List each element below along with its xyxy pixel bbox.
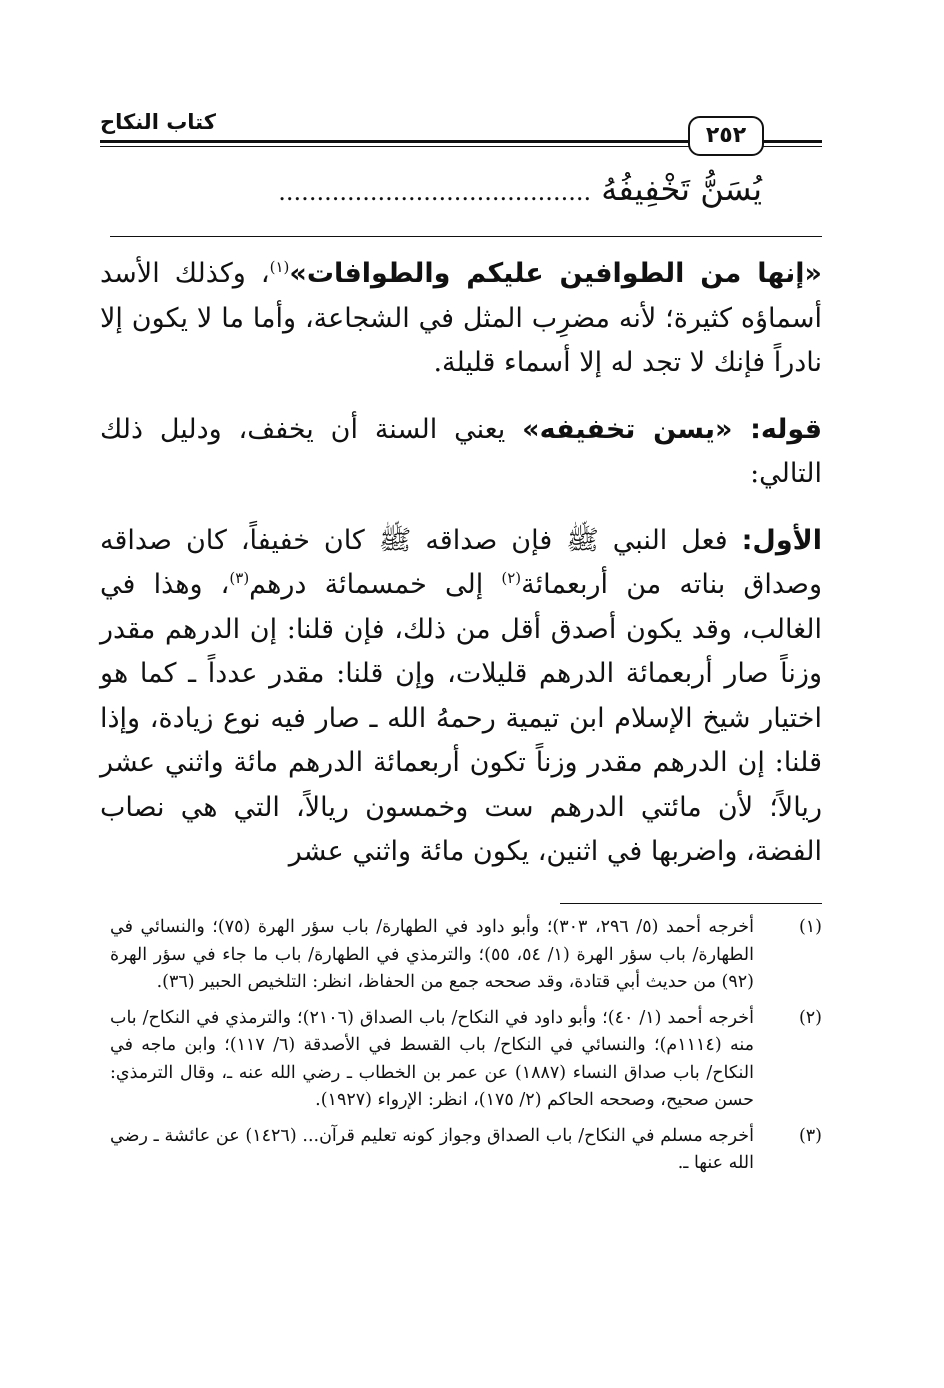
footnote-number: (٣) — [798, 1125, 822, 1146]
paragraph-2 — [100, 408, 822, 497]
footnote-separator — [560, 903, 822, 904]
running-title: كتاب النكاح — [100, 110, 246, 134]
first-evidence-label: الأول: — [741, 524, 822, 556]
footnote-1 — [110, 914, 822, 997]
paragraph-3-text-b: إلى خمسمائة درهم — [249, 569, 502, 600]
footnote-text: أخرجه أحمد (٥/ ٢٩٦، ٣٠٣)؛ وأبو داود في الطهارة/ باب سؤر الهرة (٧٥)؛ والنسائي في الطهارة/ باب سؤر الهرة (١/ ٥٤، ٥٥)؛ والترمذي في الطهارة/ باب ما جاء في سؤر الهرة (٩٢) من حديث أبي قتادة، وقد صححه جمع من الحفاظ، انظر: التلخيص الحبير (٣٦). — [110, 917, 754, 992]
matn-quote: «يسن تخفيفه» — [522, 413, 751, 445]
footnote-3 — [110, 1123, 822, 1178]
page-header — [100, 100, 822, 160]
matn-line — [122, 170, 762, 208]
paragraph-3 — [100, 519, 822, 875]
commentary-body — [100, 252, 822, 897]
footnote-ref-3: (٣) — [229, 569, 250, 587]
paragraph-3-text-c: ، وهذا في الغالب، وقد يكون أصدق أقل من ذلك، فإن قلنا: إن الدرهم مقدر وزناً صار أربعمائة الدرهم قليلات، وإن قلنا: مقدر عدداً ـ كما هو اختيار شيخ الإسلام ابن تيمية رحمهُ الله ـ صار فيه نوع زيادة، وإذا قلنا: إن الدرهم مقدر وزناً تكون أربعمائة الدرهم مائة واثني عشر ريالاً؛ لأن مائتي الدرهم ست وخمسون ريالاً، التي هي نصاب الفضة، واضربها في اثنين، يكون مائة واثني عشر — [100, 569, 822, 867]
paragraph-2-text: يعني السنة أن يخفف، ودليل ذلك التالي: — [100, 413, 822, 489]
paragraph-1 — [100, 252, 822, 386]
hadith-quote: «إنها من الطوافين عليكم والطوافات» — [289, 258, 823, 289]
footnote-number: (١) — [798, 917, 822, 937]
matn-divider — [110, 236, 822, 237]
footnote-ref-2: (٢) — [501, 569, 522, 587]
matn-dots: ......................................... — [278, 178, 592, 206]
qawluhu-label: قوله: — [750, 413, 823, 445]
footnote-text: أخرجه مسلم في النكاح/ باب الصداق وجواز كونه تعليم قرآن... (١٤٢٦) عن عائشة ـ رضي الله عنها ـ. — [110, 1125, 754, 1173]
paragraph-1-text: ، وكذلك الأسد أسماؤه كثيرة؛ لأنه مضرِب المثل في الشجاعة، وأما ما لا يكون إلا نادراً فإنك لا تجد له إلا أسماء قليلة. — [100, 258, 822, 378]
paragraph-3-text-a: فعل النبي ﷺ فإن صداقه ﷺ كان خفيفاً، كان صداقه وصداق بناته من أربعمائة — [100, 524, 822, 600]
page-number: ٢٥٢ — [688, 116, 764, 156]
footnote-ref-1: (١) — [269, 258, 290, 276]
footnotes — [110, 914, 822, 1186]
footnote-number: (٢) — [798, 1007, 822, 1028]
matn-text: يُسَنُّ تَخْفِيفُهُ — [601, 170, 762, 208]
footnote-2 — [110, 1005, 822, 1115]
footnote-text: أخرجه أحمد (١/ ٤٠)؛ وأبو داود في النكاح/ باب الصداق (٢١٠٦)؛ والترمذي في النكاح/ باب منه (١١١٤م)؛ والنسائي في النكاح/ باب القسط في الأصدقة (٦/ ١١٧)؛ وابن ماجه في النكاح/ باب صداق النساء (١٨٨٧) عن عمر بن الخطاب ـ رضي الله عنه ـ، وقال الترمذي: حسن صحيح، وصححه الحاكم (٢/ ١٧٥)، انظر: الإرواء (١٩٢٧). — [110, 1007, 754, 1110]
